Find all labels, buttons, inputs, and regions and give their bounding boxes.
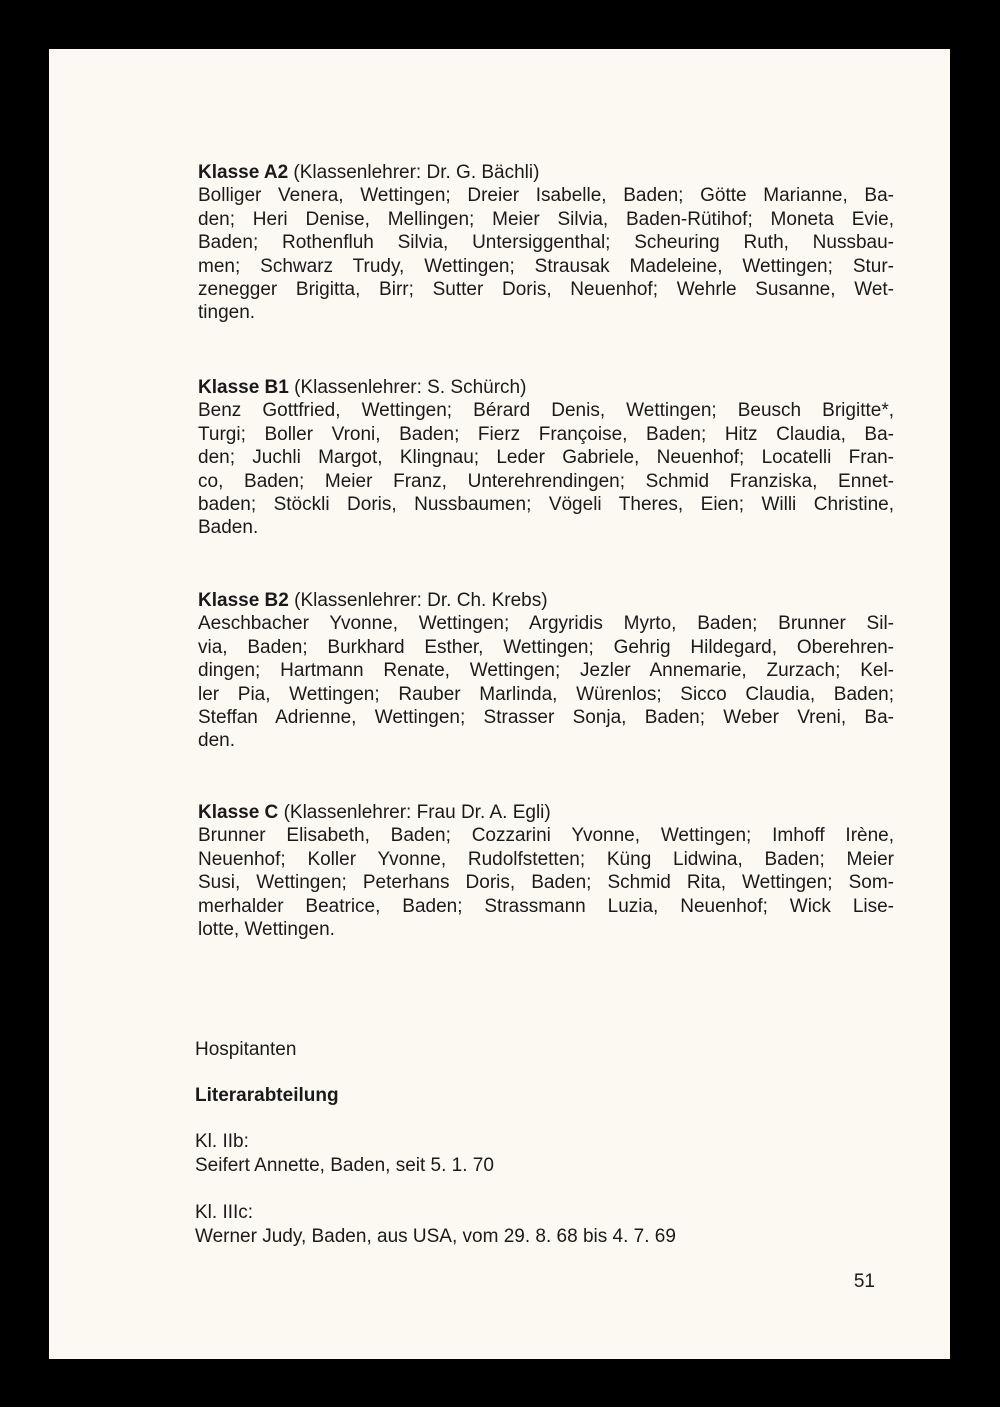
class-section-b2	[198, 589, 894, 753]
hospitant-entry: Seifert Annette, Baden, seit 5. 1. 70	[195, 1155, 494, 1176]
class-teacher: (Klassenlehrer: Dr. Ch. Krebs)	[294, 590, 548, 611]
class-roster-line: Brunner Elisabeth, Baden; Cozzarini Yvonne, Wettingen; Imhoff Irène,	[198, 825, 894, 847]
class-roster-line: den; Heri Denise, Mellingen; Meier Silvia, Baden-Rütihof; Moneta Evie,	[198, 208, 894, 230]
page-number: 51	[853, 1271, 875, 1292]
class-roster-line: Susi, Wettingen; Peterhans Doris, Baden; Schmid Rita, Wettingen; Som-	[198, 872, 894, 894]
class-roster-line: co, Baden; Meier Franz, Unterehrendingen; Schmid Franziska, Ennet-	[198, 470, 894, 492]
class-roster-line: Bolliger Venera, Wettingen; Dreier Isabelle, Baden; Götte Marianne, Ba-	[198, 185, 894, 207]
class-roster-line: Steffan Adrienne, Wettingen; Strasser Sonja, Baden; Weber Vreni, Ba-	[198, 707, 894, 729]
class-roster-line: men; Schwarz Trudy, Wettingen; Strausak Madeleine, Wettingen; Stur-	[198, 255, 894, 277]
hospitant-entry: Werner Judy, Baden, aus USA, vom 29. 8. 68 bis 4. 7. 69	[195, 1226, 676, 1247]
class-teacher: (Klassenlehrer: Frau Dr. A. Egli)	[283, 802, 551, 823]
class-roster-line: Turgi; Boller Vroni, Baden; Fierz Françoise, Baden; Hitz Claudia, Ba-	[198, 423, 894, 445]
class-roster-line: lotte, Wettingen.	[198, 919, 335, 941]
class-roster-line: Benz Gottfried, Wettingen; Bérard Denis, Wettingen; Beusch Brigitte*,	[198, 400, 894, 422]
class-name: Klasse B1	[198, 377, 289, 398]
class-section-c	[198, 801, 894, 941]
class-name: Klasse A2	[198, 162, 289, 183]
class-heading	[198, 376, 894, 399]
document-page	[49, 49, 950, 1359]
class-name: Klasse C	[198, 802, 279, 823]
department-heading: Literarabteilung	[195, 1085, 339, 1106]
class-roster-line: zenegger Brigitta, Birr; Sutter Doris, Neuenhof; Wehrle Susanne, Wet-	[198, 279, 894, 301]
hospitanten-title: Hospitanten	[195, 1039, 297, 1060]
class-roster-line: Aeschbacher Yvonne, Wettingen; Argyridis Myrto, Baden; Brunner Sil-	[198, 613, 894, 635]
class-roster-line: Baden; Rothenfluh Silvia, Untersiggenthal; Scheuring Ruth, Nussbau-	[198, 232, 894, 254]
class-teacher: (Klassenlehrer: Dr. G. Bächli)	[293, 162, 540, 183]
class-teacher: (Klassenlehrer: S. Schürch)	[294, 377, 527, 398]
class-roster-line: ler Pia, Wettingen; Rauber Marlinda, Würenlos; Sicco Claudia, Baden;	[198, 683, 894, 705]
class-roster-line: via, Baden; Burkhard Esther, Wettingen; Gehrig Hildegard, Oberehren-	[198, 636, 894, 658]
hospitant-class-label: Kl. IIIc:	[195, 1202, 254, 1223]
class-heading	[198, 589, 894, 612]
class-roster-line: Neuenhof; Koller Yvonne, Rudolfstetten; Küng Lidwina, Baden; Meier	[198, 848, 894, 870]
class-roster-line: den; Juchli Margot, Klingnau; Leder Gabriele, Neuenhof; Locatelli Fran-	[198, 447, 894, 469]
class-roster-line: baden; Stöckli Doris, Nussbaumen; Vögeli Theres, Eien; Willi Christine,	[198, 494, 894, 516]
class-heading	[198, 801, 894, 824]
class-heading	[198, 161, 894, 184]
class-roster-line: den.	[198, 730, 235, 752]
class-roster-line: merhalder Beatrice, Baden; Strassmann Luzia, Neuenhof; Wick Lise-	[198, 895, 894, 917]
class-roster-line: dingen; Hartmann Renate, Wettingen; Jezler Annemarie, Zurzach; Kel-	[198, 660, 894, 682]
class-name: Klasse B2	[198, 590, 289, 611]
class-section-a2	[198, 161, 894, 325]
class-roster-line: tingen.	[198, 302, 256, 324]
class-section-b1	[198, 376, 894, 540]
class-roster-line: Baden.	[198, 517, 259, 539]
hospitant-class-label: Kl. IIb:	[195, 1131, 249, 1152]
